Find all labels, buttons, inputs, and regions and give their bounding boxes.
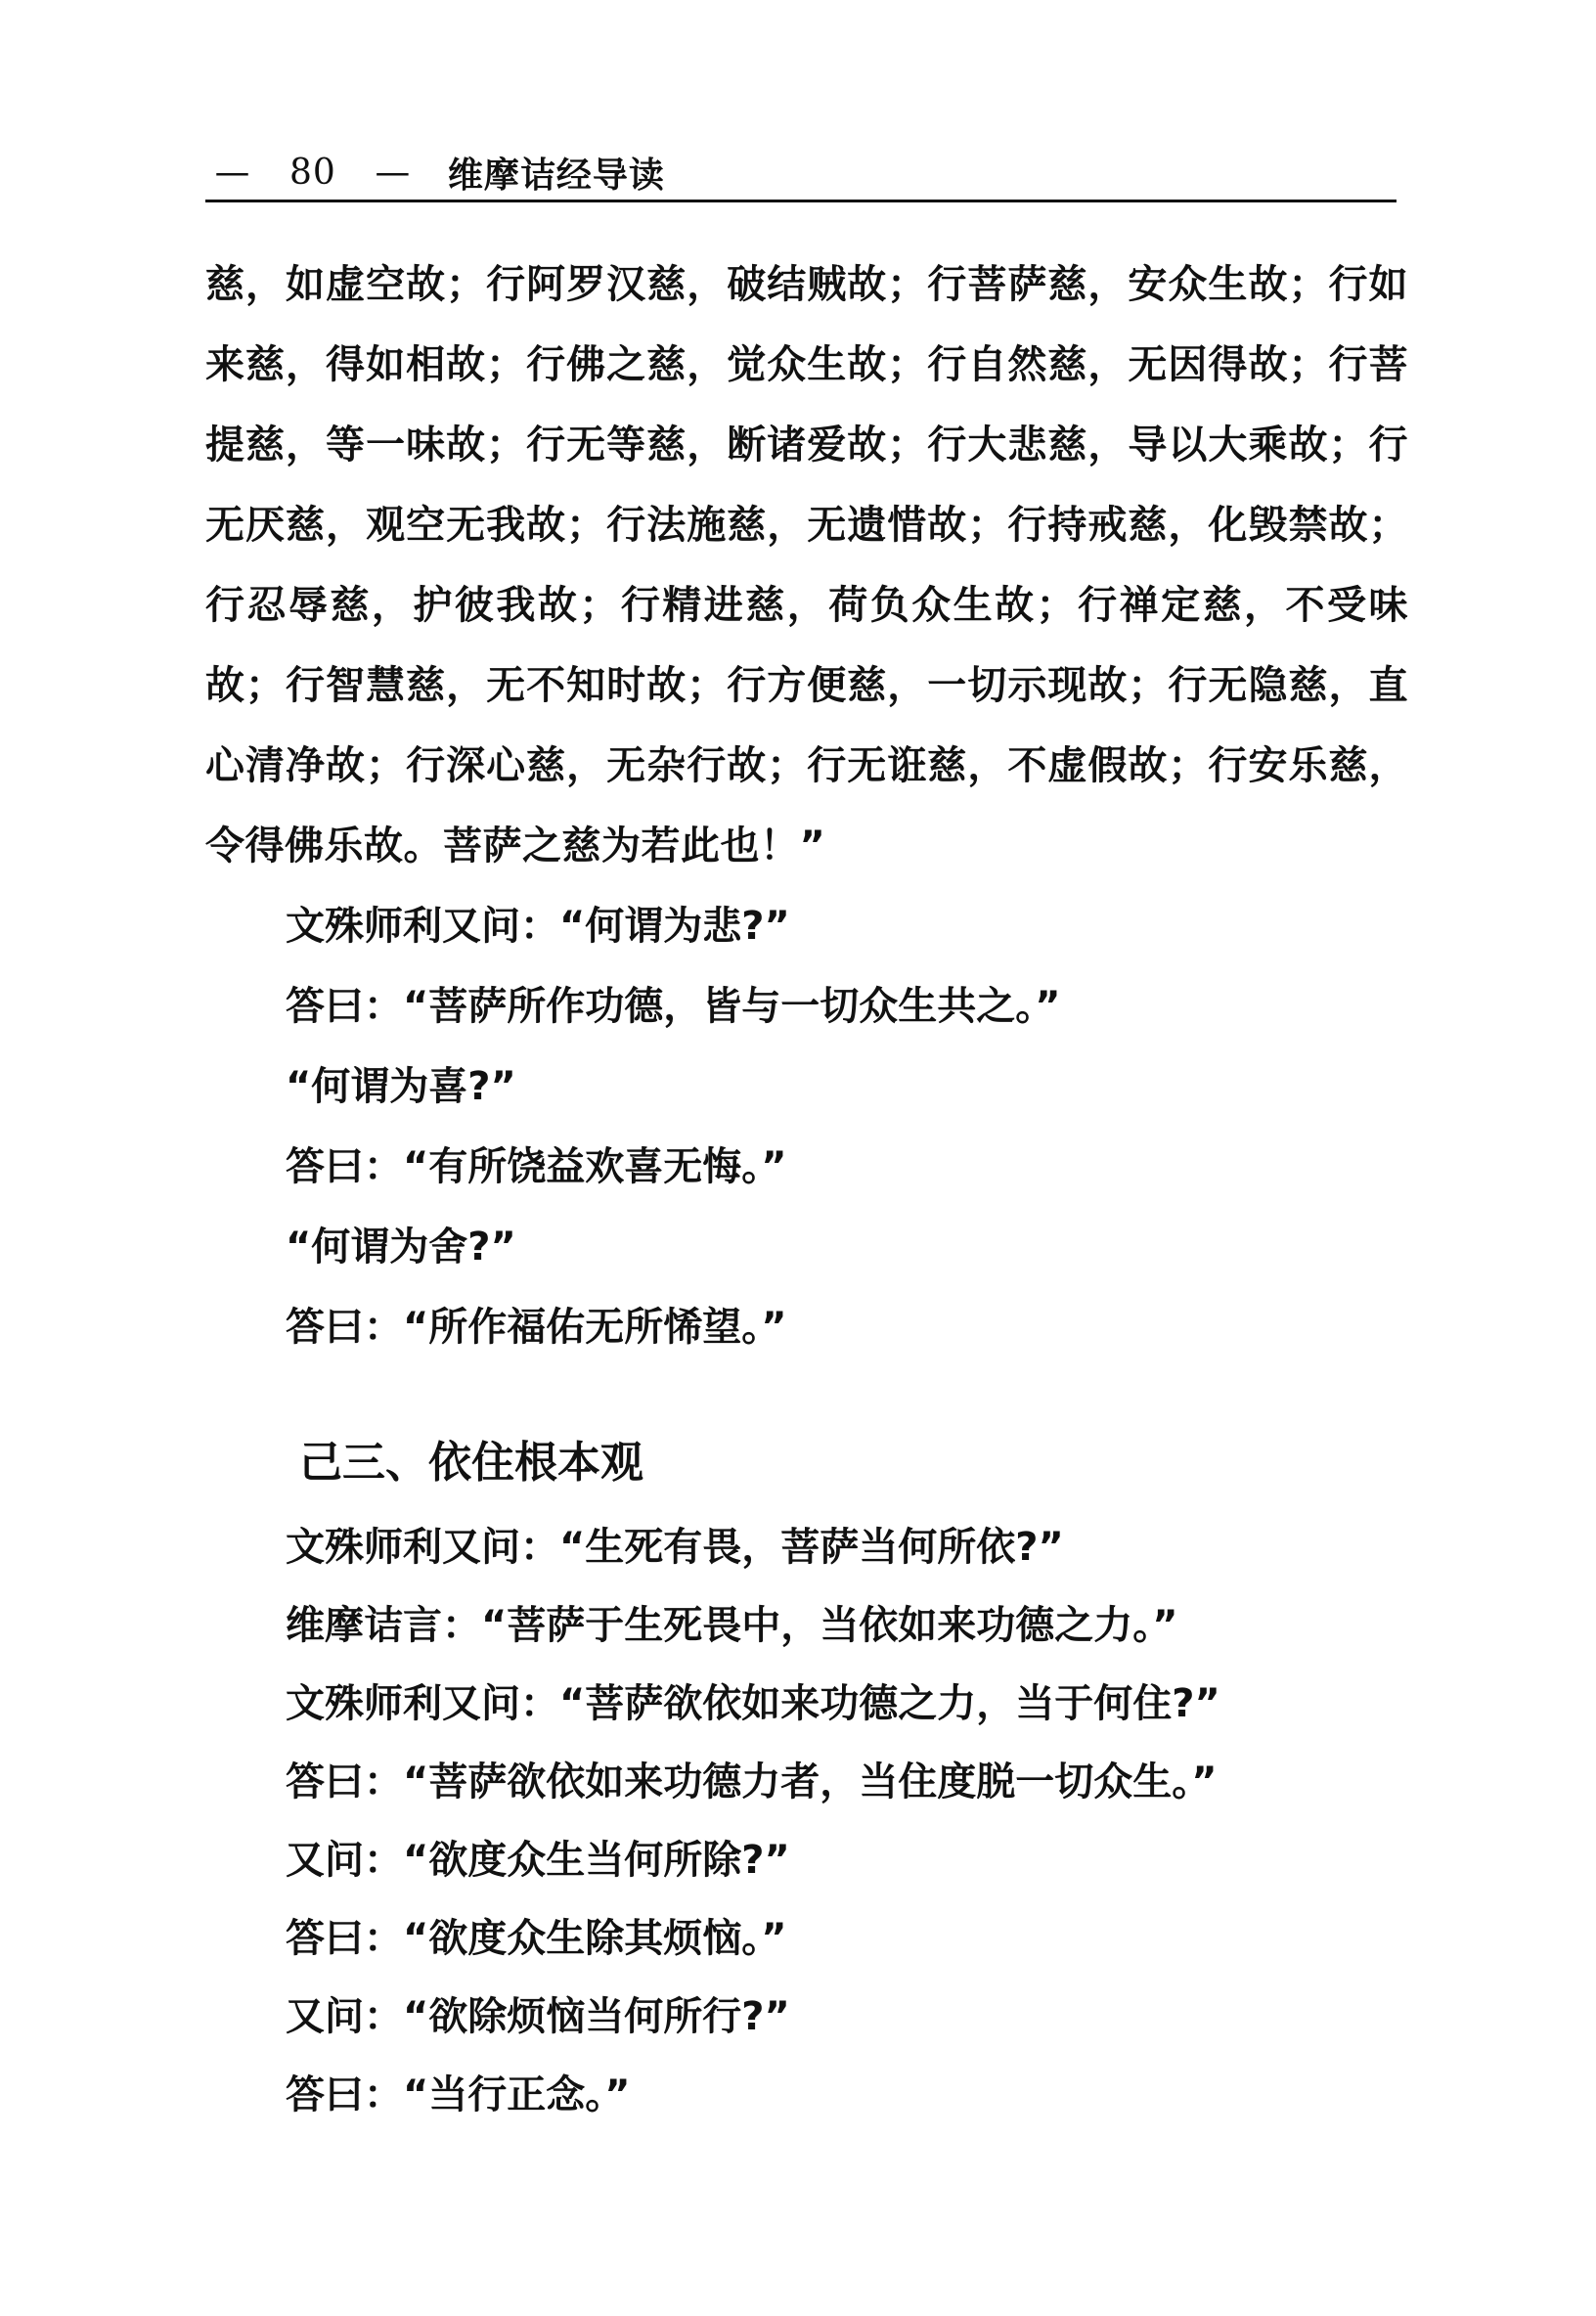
- dialogue-line: 答曰：“当行正念。”: [286, 2072, 631, 2117]
- running-header: [205, 145, 665, 200]
- body-text: [205, 245, 1408, 2134]
- dialogue-line: 维摩诘言：“菩萨于生死畏中，当依如来功德之力。”: [286, 1603, 1178, 1648]
- dialogue-line: “何谓为舍?”: [286, 1225, 516, 1269]
- dialogue-line: 答曰：“有所饶益欢喜无悔。”: [286, 1144, 787, 1189]
- dialogue-line: 文殊师利又问：“生死有畏，菩萨当何所依?”: [286, 1525, 1064, 1570]
- page-number: 80: [289, 152, 336, 193]
- dialogue-line: 答曰：“菩萨欲依如来功德力者，当住度脱一切众生。”: [286, 1759, 1218, 1804]
- section-heading: 己三、依住根本观: [299, 1438, 643, 1488]
- section-dialogue: [205, 1508, 1408, 2134]
- dialogue-line: 又问：“欲度众生当何所除?”: [286, 1838, 790, 1883]
- dialogue-line: 文殊师利又问：“何谓为悲?”: [286, 904, 790, 949]
- header-dash-right: —: [375, 152, 412, 193]
- header-dash-left: —: [214, 152, 251, 193]
- book-title: 维摩诘经导读: [447, 155, 665, 196]
- dialogue-line: 答曰：“欲度众生除其烦恼。”: [286, 1916, 787, 1961]
- dialogue-line: 文殊师利又问：“菩萨欲依如来功德之力，当于何住?”: [286, 1681, 1220, 1726]
- header-rule: [205, 200, 1396, 202]
- dialogue-line: “何谓为喜?”: [286, 1064, 516, 1109]
- paragraph-continued: 慈，如虚空故；行阿罗汉慈，破结贼故；行菩萨慈，安众生故；行如来慈，得如相故；行佛之慈，觉众生故；行自然慈，无因得故；行菩提慈，等一味故；行无等慈，断诸爱故；行大悲慈，导以大乘故；行无厌慈，观空无我故；行法施慈，无遗惜故；行持戒慈，化毁禁故；行忍辱慈，护彼我故；行精进慈，荷负众生故；行禅定慈，不受味故；行智慧慈，无不知时故；行方便慈，一切示现故；行无隐慈，直心清净故；行深心慈，无杂行故；行无诳慈，不虚假故；行安乐慈，令得佛乐故。菩萨之慈为若此也！”: [205, 262, 1408, 868]
- dialogue-line: 又问：“欲除烦恼当何所行?”: [286, 1994, 790, 2039]
- dialogue-line: 答曰：“所作福佑无所悕望。”: [286, 1305, 787, 1350]
- dialogue-line: 答曰：“菩萨所作功德，皆与一切众生共之。”: [286, 984, 1061, 1029]
